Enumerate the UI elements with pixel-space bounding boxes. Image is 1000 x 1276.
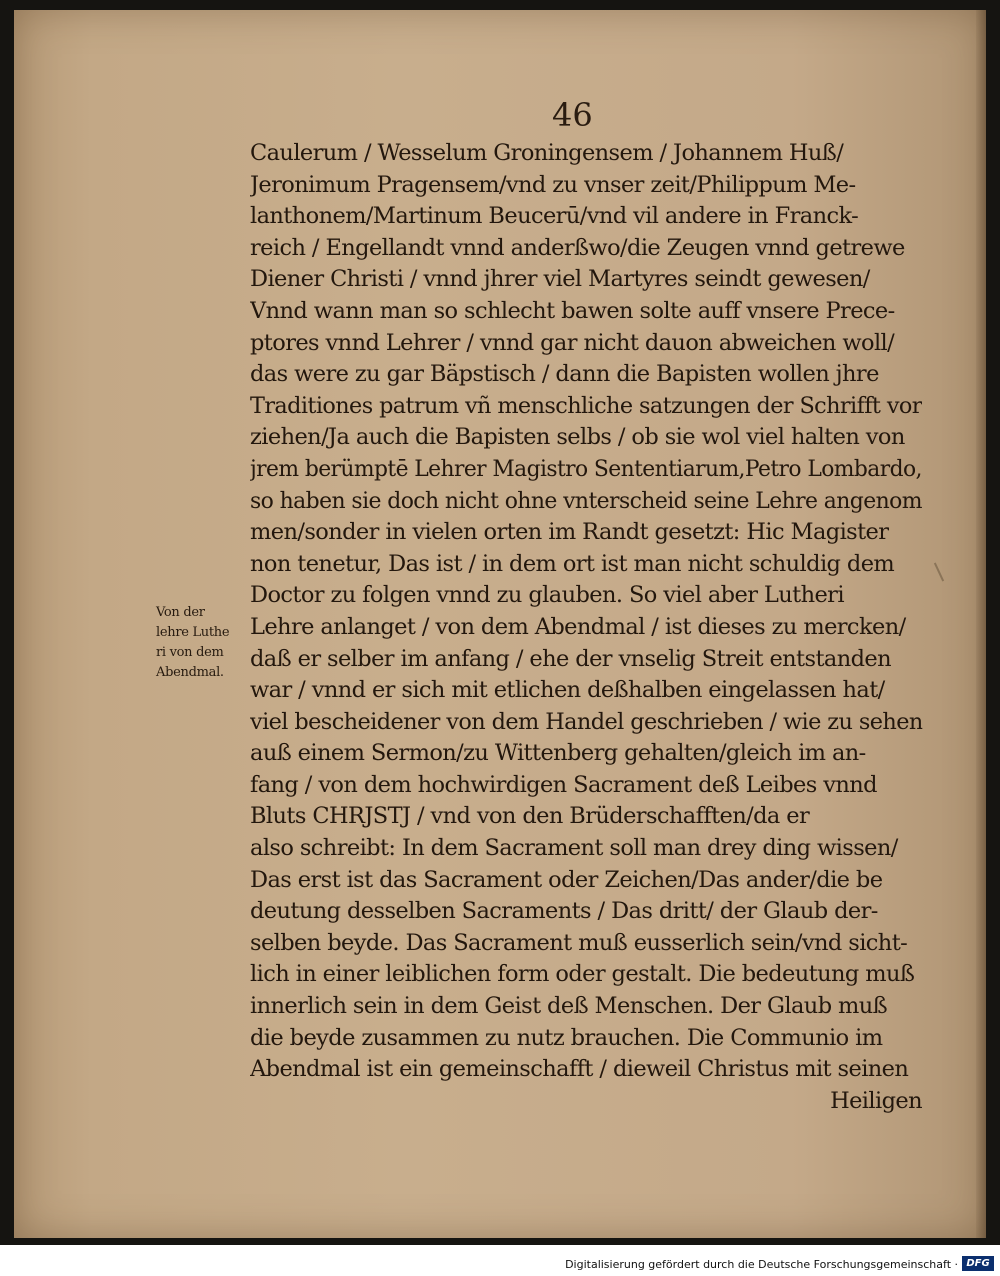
text-line: viel bescheidener von dem Handel geschrieben / wie zu sehen bbox=[250, 708, 923, 735]
text-line: fang / von dem hochwirdigen Sacrament deß Leibes vnnd bbox=[250, 771, 877, 798]
body-text bbox=[250, 138, 922, 1117]
text-line: deutung desselben Sacraments / Das dritt/ der Glaub der- bbox=[250, 898, 878, 925]
text-line: lich in einer leiblichen form oder gestalt. Die bedeutung muß bbox=[250, 961, 915, 988]
text-line: Traditiones patrum vñ menschliche satzungen der Schrifft vor bbox=[250, 392, 922, 419]
text-line: Jeronimum Pragensem/vnd zu vnser zeit/Philippum Me- bbox=[250, 171, 856, 198]
text-line: reich / Engellandt vnnd anderßwo/die Zeugen vnnd getrewe bbox=[250, 234, 905, 261]
text-line: Diener Christi / vnnd jhrer viel Martyres seindt gewesen/ bbox=[250, 266, 870, 293]
dfg-logo: DFG bbox=[962, 1256, 994, 1271]
text-line: Das erst ist das Sacrament oder Zeichen/Das ander/die be bbox=[250, 866, 883, 893]
text-line: Lehre anlanget / von dem Abendmal / ist dieses zu mercken/ bbox=[250, 613, 906, 640]
text-line: men/sonder in vielen orten im Randt gesetzt: Hic Magister bbox=[250, 519, 889, 546]
marginal-note-line: lehre Luthe bbox=[156, 625, 230, 640]
marginal-note-line: Abendmal. bbox=[156, 665, 224, 680]
page-edge-shadow bbox=[976, 10, 986, 1238]
digitization-credit: Digitalisierung gefördert durch die Deutsche Forschungsgemeinschaft · bbox=[565, 1258, 958, 1271]
text-line: Heiligen bbox=[830, 1087, 922, 1114]
text-line: lanthonem/Martinum Beucerū/vnd vil andere in Franck- bbox=[250, 203, 859, 230]
text-line: Abendmal ist ein gemeinschafft / dieweil Christus mit seinen bbox=[250, 1056, 909, 1083]
text-line: Doctor zu folgen vnnd zu glauben. So viel aber Lutheri bbox=[250, 582, 844, 609]
text-line: Caulerum / Wesselum Groningensem / Johannem Huß/ bbox=[250, 140, 844, 166]
page-number: 46 bbox=[552, 96, 593, 134]
text-line: ptores vnnd Lehrer / vnnd gar nicht dauon abweichen woll/ bbox=[250, 329, 895, 356]
text-line: also schreibt: In dem Sacrament soll man drey ding wissen/ bbox=[250, 835, 898, 862]
text-line: auß einem Sermon/zu Wittenberg gehalten/gleich im an- bbox=[250, 740, 866, 767]
marginal-note-line: Von der bbox=[156, 605, 205, 620]
text-line: das were zu gar Bäpstisch / dann die Bapisten wollen jhre bbox=[250, 361, 879, 388]
text-line: so haben sie doch nicht ohne vnterscheid seine Lehre angenom bbox=[250, 487, 922, 514]
text-line: daß er selber im anfang / ehe der vnselig Streit entstanden bbox=[250, 645, 891, 672]
marginal-note bbox=[156, 603, 252, 683]
text-line: Bluts CHRJSTJ / vnd von den Brüderschafften/da er bbox=[250, 803, 810, 830]
text-line: selben beyde. Das Sacrament muß eusserlich sein/vnd sicht- bbox=[250, 929, 908, 956]
text-line: Vnnd wann man so schlecht bawen solte auff vnsere Prece- bbox=[250, 297, 895, 324]
marginal-note-line: ri von dem bbox=[156, 645, 224, 660]
text-line: die beyde zusammen zu nutz brauchen. Die Communio im bbox=[250, 1024, 883, 1051]
text-line: war / vnnd er sich mit etlichen deßhalben eingelassen hat/ bbox=[250, 677, 885, 704]
text-line: non tenetur, Das ist / in dem ort ist man nicht schuldig dem bbox=[250, 550, 895, 577]
text-line: innerlich sein in dem Geist deß Menschen. Der Glaub muß bbox=[250, 993, 888, 1020]
text-line: jrem berümptē Lehrer Magistro Sententiarum,Petro Lombardo, bbox=[250, 455, 922, 482]
text-line: ziehen/Ja auch die Bapisten selbs / ob sie wol viel halten von bbox=[250, 424, 905, 451]
